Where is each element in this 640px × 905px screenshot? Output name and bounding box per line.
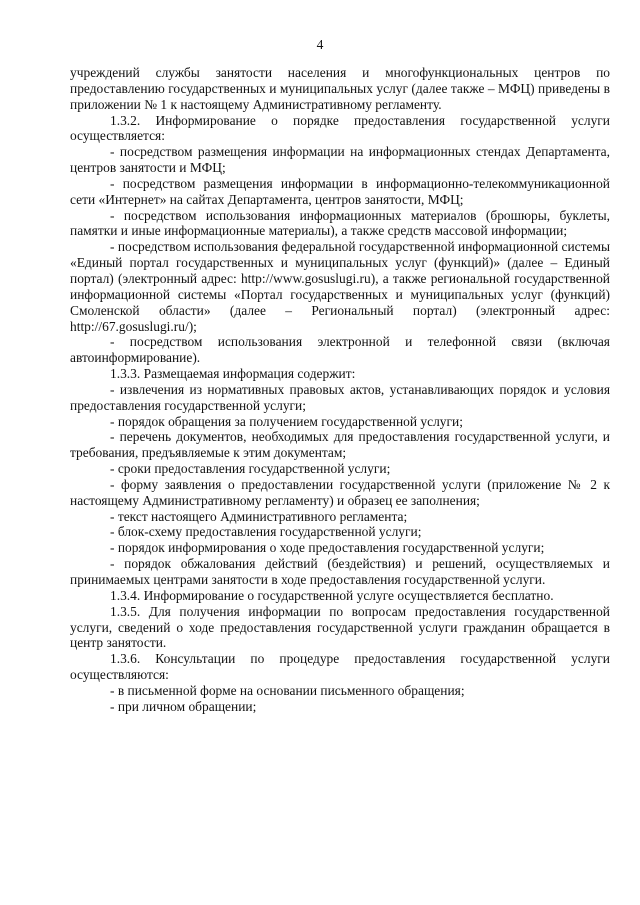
list-item: - текст настоящего Административного регламента; (110, 508, 408, 524)
list-item: - посредством использования электронной и телефонной связи (включая автоинформирование). (70, 334, 610, 366)
list-item: - перечень документов, необходимых для предоставления государственной услуги, и требования, предъявляемые к этим документам; (70, 429, 610, 461)
list-item: - извлечения из нормативных правовых актов, устанавливающих порядок и условия предоставления государственной услуги; (70, 381, 610, 413)
paragraph: 1.3.2. Информирование о порядке предоставления государственной услуги осуществляется: (70, 112, 610, 144)
list-item: - посредством использования федеральной государственной информационной системы «Единый портал государственных и муниципальных услуг (функций)» (далее – Единый портал) (электронный адрес: http://www.gosuslugi.ru), а также региональной государственной информационной системы «Портал государственных и муниципальных услуг (функций) Смоленской области» (далее – Региональный портал) (электронный адрес: http://67.gosuslugi.ru/); (70, 239, 610, 334)
list-item: - форму заявления о предоставлении государственной услуги (приложение № 2 к настоящему Административному регламенту) и образец ее заполнения; (70, 476, 610, 508)
paragraph: 1.3.4. Информирование о государственной услуге осуществляется бесплатно. (110, 587, 554, 603)
body-text (70, 65, 610, 715)
page-number: 4 (316, 37, 324, 52)
paragraph: 1.3.5. Для получения информации по вопросам предоставления государственной услуги, сведений о ходе предоставления государственной услуги гражданин обращается в центр занятости. (70, 603, 610, 651)
list-item: - порядок информирования о ходе предоставления государственной услуги; (110, 540, 545, 556)
list-item: - посредством размещения информации на информационных стендах Департамента, центров занятости и МФЦ; (70, 144, 610, 176)
paragraph: 1.3.6. Консультации по процедуре предоставления государственной услуги осуществляются: (70, 651, 610, 683)
list-item: - порядок обжалования действий (бездействия) и решений, осуществляемых и принимаемых центрами занятости в ходе предоставления государственной услуги. (70, 556, 610, 587)
list-item: - посредством использования информационных материалов (брошюры, буклеты, памятки и иные информационные материалы), а также средств массовой информации; (70, 207, 610, 239)
list-item: - сроки предоставления государственной услуги; (110, 461, 391, 477)
list-item: - порядок обращения за получением государственной услуги; (110, 413, 463, 429)
list-item: - посредством размещения информации в информационно-телекоммуникационной сети «Интернет» на сайтах Департамента, центров занятости, МФЦ; (70, 175, 610, 207)
paragraph: 1.3.3. Размещаемая информация содержит: (110, 366, 356, 382)
list-item: - блок-схему предоставления государственной услуги; (110, 524, 422, 540)
list-item: - в письменной форме на основании письменного обращения; (110, 682, 465, 698)
paragraph: учреждений службы занятости населения и многофункциональных центров по предоставлению государственных и муниципальных услуг (далее также – МФЦ) приведены в приложении № 1 к настоящему Административному регламенту. (70, 65, 610, 112)
list-item: - при личном обращении; (110, 698, 257, 714)
